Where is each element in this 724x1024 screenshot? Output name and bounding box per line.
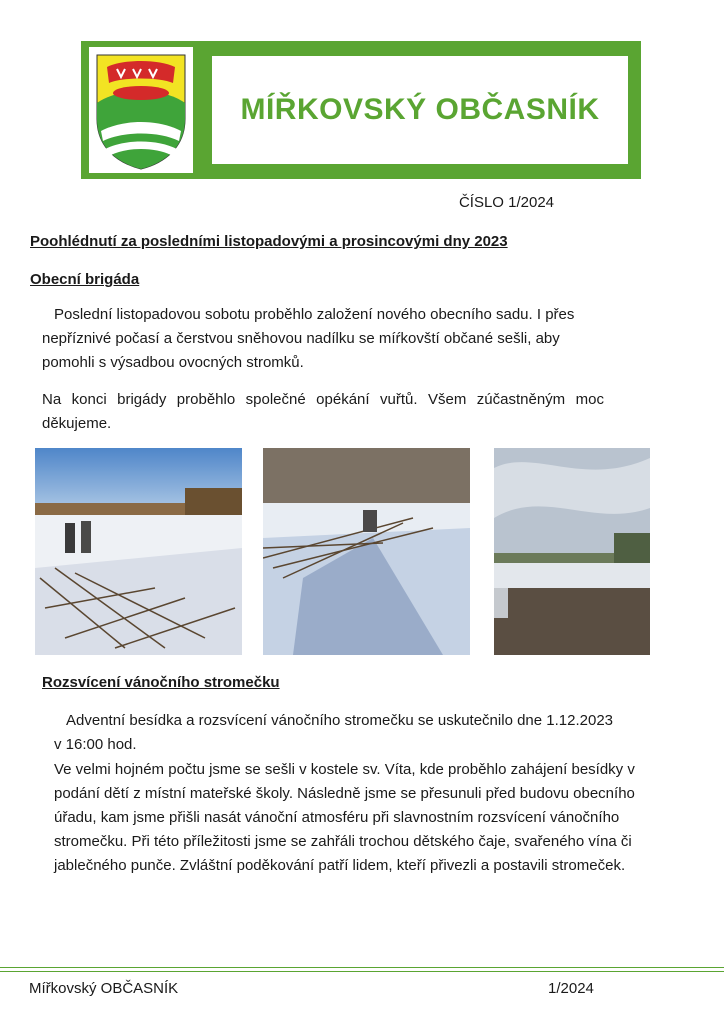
christmas-paragraph-1: Adventní besídka a rozsvícení vánočního stromečku se uskutečnilo dne 1.12.2023 v 16:00 hod. <box>54 712 614 753</box>
brigade-paragraph-1: Poslední listopadovou sobotu proběhlo založení nového obecního sadu. I přes nepříznivé počasí a čerstvou sněhovou nadílku se míŕkovští občané sešli, aby pomohli s výsadbou ovocných stromků. <box>42 306 575 371</box>
brigade-photo-2 <box>263 448 470 655</box>
brigade-photo-3 <box>494 448 650 655</box>
footer-divider-2 <box>0 971 724 972</box>
article-main-heading: Poohlédnutí za posledními listopadovými a prosincovými dny 2023 <box>30 233 508 250</box>
section-heading-christmas-tree: Rozsvícení vánočního stromečku <box>42 674 280 691</box>
title-panel <box>212 56 628 164</box>
municipal-coat-of-arms-icon <box>89 47 193 173</box>
issue-number: ČÍSLO 1/2024 <box>458 194 554 211</box>
section-heading-brigade: Obecní brigáda <box>30 271 140 288</box>
footer-publication-name: Mířkovský OBČASNÍK <box>29 980 179 997</box>
newsletter-title: MÍŘKOVSKÝ OBČASNÍK <box>240 93 600 126</box>
footer-issue: 1/2024 <box>548 980 594 997</box>
christmas-paragraph-2: Ve velmi hojném počtu jsme se sešli v kostele sv. Víta, kde proběhlo zahájení besídky v podání dětí z místní mateřské školy. Následně jsme se přesunuli před budovu obecního úřadu, kam jsme přišli nasát vánoční atmosféru při slavnostním rozsvícení vánočního stromečku. Při této příležitosti jsme se zahřáli trochou dětského čaje, svařeného vína či jablečného punče. Zvláštní poděkování patří lidem, kteří přivezli a postavili stromeček. <box>54 761 635 874</box>
footer-divider <box>0 967 724 968</box>
masthead-banner <box>81 41 641 179</box>
brigade-photo-1 <box>35 448 242 655</box>
crest-frame <box>89 47 193 173</box>
brigade-paragraph-2: Na konci brigády proběhlo společné opékání vuřtů. Všem zúčastněným moc děkujeme. <box>42 391 604 432</box>
